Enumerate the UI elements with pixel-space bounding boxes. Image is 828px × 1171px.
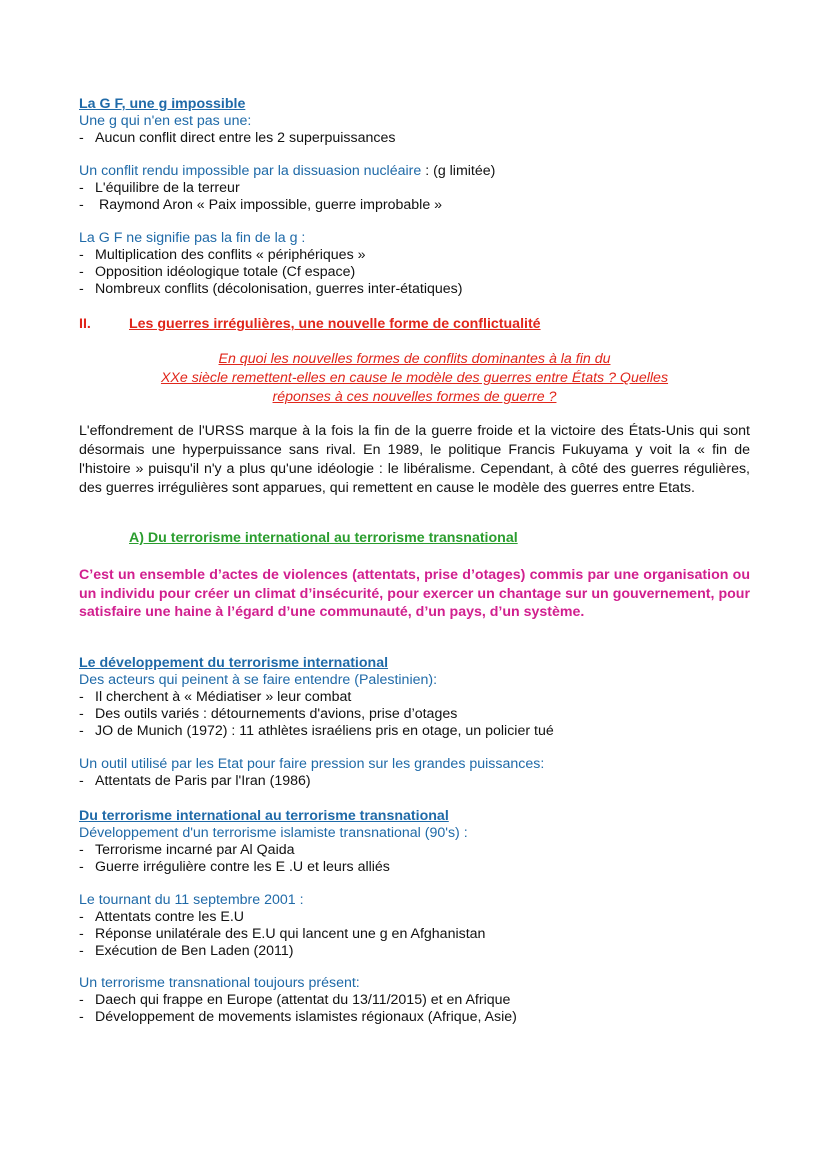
section-trans [79, 808, 750, 876]
section-dissuasion [79, 163, 750, 214]
list-item: - Développement de movements islamistes régionaux (Afrique, Asie) [79, 1009, 517, 1025]
problematic-question: En quoi les nouvelles formes de conflits dominantes à la fin du XXe siècle remettent-elles en cause le modèle des guerres entre États ? Quelles réponses à ces nouvelles formes de guerre ? [160, 351, 669, 405]
list-item: - Daech qui frappe en Europe (attentat du 13/11/2015) et en Afrique [79, 992, 511, 1008]
list-item: - Guerre irrégulière contre les E .U et leurs alliés [79, 859, 390, 875]
section-dev [79, 655, 750, 740]
heading-section-2 [79, 316, 750, 333]
list-item: - Il cherchent à « Médiatiser » leur combat [79, 689, 352, 705]
list-item: - Terrorisme incarné par Al Qaida [79, 842, 295, 858]
list-item: - Réponse unilatérale des E.U qui lancent une g en Afghanistan [79, 926, 486, 942]
list-item: - Nombreux conflits (décolonisation, guerres inter-étatiques) [79, 281, 463, 297]
subheading: Un outil utilisé par les Etat pour faire pression sur les grandes puissances: [79, 756, 545, 772]
heading-sub-a: A) Du terrorisme international au terrorisme transnational [129, 530, 518, 546]
section-number: II. [79, 316, 91, 332]
list-item: - Raymond Aron « Paix impossible, guerre improbable » [79, 197, 443, 213]
list-item: - Opposition idéologique totale (Cf espace) [79, 264, 356, 280]
section-fin-g [79, 230, 750, 298]
list-item: - Aucun conflit direct entre les 2 superpuissances [79, 130, 396, 146]
subheading: Le tournant du 11 septembre 2001 : [79, 892, 304, 908]
intro-paragraph: L'effondrement de l'URSS marque à la fois la fin de la guerre froide et la victoire des États-Unis qui sont désormais une hyperpuissance sans rival. En 1989, le politique Francis Fukuyama y voit la « fin de l'histoire » puisqu'il n'y a plus qu'une idéologie : le libéralisme. Cependant, à côté des guerres régulières, des guerres irrégulières sont apparues, qui remettent en cause le modèle des guerres entre Etats. [79, 423, 750, 496]
list-item: - Des outils variés : détournements d'avions, prise d’otages [79, 706, 458, 722]
heading-dev: Le développement du terrorisme international [79, 655, 389, 671]
list-item: - Attentats contre les E.U [79, 909, 245, 925]
list-item: - Exécution de Ben Laden (2011) [79, 943, 294, 959]
heading-gf: La G F, une g impossible [79, 96, 246, 112]
subheading: Un conflit rendu impossible par la dissuasion nucléaire : (g limitée) [79, 163, 496, 179]
definition-paragraph: C’est un ensemble d’actes de violences (attentats, prise d’otages) commis par une organisation ou un individu pour créer un climat d’insécurité, pour exercer un chantage sur un gouvernement, pour satisfaire une haine à l’égard d’une communauté, d’un pays, d’un système. [79, 567, 750, 620]
section-outil [79, 756, 750, 790]
list-item: - JO de Munich (1972) : 11 athlètes israéliens pris en otage, un policier tué [79, 723, 554, 739]
subheading: Une g qui n'en est pas une: [79, 113, 252, 129]
subheading: Des acteurs qui peinent à se faire entendre (Palestinien): [79, 672, 438, 688]
section-title: Les guerres irrégulières, une nouvelle forme de conflictualité [129, 316, 541, 332]
subheading: Développement d'un terrorisme islamiste transnational (90's) : [79, 825, 468, 841]
section-gf [79, 96, 750, 147]
subheading: Un terrorisme transnational toujours présent: [79, 975, 360, 991]
list-item: - Multiplication des conflits « périphériques » [79, 247, 366, 263]
section-11-sept [79, 892, 750, 960]
section-present [79, 975, 750, 1026]
heading-trans: Du terrorisme international au terrorisme transnational [79, 808, 449, 824]
list-item: - Attentats de Paris par l'Iran (1986) [79, 773, 311, 789]
subheading: La G F ne signifie pas la fin de la g : [79, 230, 306, 246]
list-item: - L'équilibre de la terreur [79, 180, 240, 196]
